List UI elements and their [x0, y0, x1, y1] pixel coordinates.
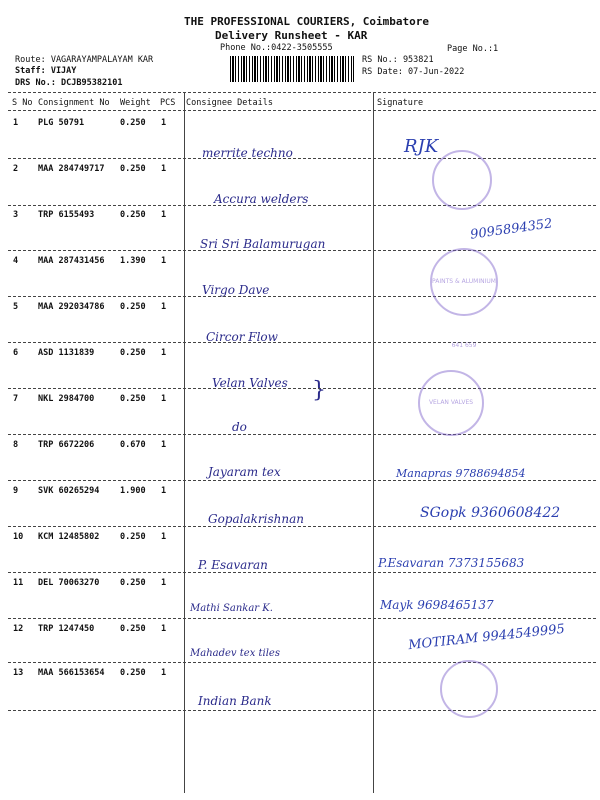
row-rule — [8, 388, 596, 389]
row-consignment: NKL 2984700 — [38, 394, 95, 404]
col-divider-consignee — [184, 93, 185, 793]
row-consignment: SVK 60265294 — [38, 486, 100, 496]
staff-label: Staff: VIJAY — [15, 66, 77, 76]
row-weight: 0.250 — [120, 624, 146, 634]
row-consignment: TRP 6672206 — [38, 440, 95, 450]
row-rule — [8, 296, 596, 297]
row-weight: 1.390 — [120, 256, 146, 266]
row-pcs: 1 — [161, 668, 167, 678]
row-signature: MOTIRAM 9944549995 — [407, 621, 566, 654]
row-pcs: 1 — [161, 164, 167, 174]
row-consignee: Sri Sri Balamurugan — [200, 237, 326, 251]
row-consignee: merrite techno — [202, 146, 293, 160]
row-rule — [8, 158, 596, 159]
row-consignee: Gopalakrishnan — [208, 512, 304, 526]
row-signature: 9095894352 — [469, 216, 554, 243]
row-sno: 6 — [13, 348, 19, 358]
row-pcs: 1 — [161, 532, 167, 542]
row-consignee: P. Esavaran — [198, 558, 268, 572]
col-signature: Signature — [377, 98, 424, 108]
row-sno: 9 — [13, 486, 19, 496]
row-pcs: 1 — [161, 302, 167, 312]
row-consignee: Mathi Sankar K. — [190, 603, 273, 614]
phone-number: Phone No.:0422-3505555 — [220, 43, 333, 53]
row-sno: 8 — [13, 440, 19, 450]
row-consignment: MAA 292034786 — [38, 302, 105, 312]
row-pcs: 1 — [161, 624, 167, 634]
row-rule — [8, 526, 596, 527]
circular-stamp-row2 — [432, 150, 492, 210]
row-consignment: MAA 284749717 — [38, 164, 105, 174]
rs-date: RS Date: 07-Jun-2022 — [362, 67, 465, 77]
row-weight: 0.250 — [120, 394, 146, 404]
stamp-text: VELAN VALVES — [428, 399, 474, 406]
row-consignment: TRP 6155493 — [38, 210, 95, 220]
row-weight: 0.250 — [120, 668, 146, 678]
stamp-text: PAINTS & ALUMINIUM 641 659 — [432, 278, 496, 349]
row-weight: 0.250 — [120, 164, 146, 174]
row-rule — [8, 434, 596, 435]
row-rule — [8, 710, 596, 711]
row-consignee: Circor Flow — [206, 330, 278, 344]
velan-valves-stamp — [418, 370, 484, 436]
row-rule — [8, 618, 596, 619]
row-weight: 0.250 — [120, 302, 146, 312]
company-title: THE PROFESSIONAL COURIERS, Coimbatore — [184, 15, 430, 28]
row-weight: 0.250 — [120, 578, 146, 588]
row-pcs: 1 — [161, 578, 167, 588]
col-sno: S No — [12, 98, 33, 108]
row-sno: 3 — [13, 210, 19, 220]
col-divider-signature — [373, 93, 374, 793]
row-signature: P.Esavaran 7373155683 — [378, 556, 525, 570]
page-number: Page No.:1 — [447, 44, 499, 54]
row-pcs: 1 — [161, 394, 167, 404]
row-consignment: KCM 12485802 — [38, 532, 100, 542]
col-pcs: PCS — [160, 98, 176, 108]
row-signature: SGopk 9360608422 — [420, 505, 561, 521]
row-rule — [8, 480, 596, 481]
col-consignment: Consignment No — [38, 98, 110, 108]
row-weight: 0.670 — [120, 440, 146, 450]
row-sno: 5 — [13, 302, 19, 312]
company-stamp — [430, 248, 498, 349]
row-sno: 2 — [13, 164, 19, 174]
row-consignee: Accura welders — [214, 192, 309, 206]
row-consignment: PLG 50791 — [38, 118, 85, 128]
row-pcs: 1 — [161, 118, 167, 128]
row-pcs: 1 — [161, 348, 167, 358]
row-consignee: Virgo Dave — [202, 283, 270, 297]
row-sno: 11 — [13, 578, 24, 588]
row-sno: 4 — [13, 256, 19, 266]
row-sno: 12 — [13, 624, 24, 634]
barcode — [230, 56, 354, 82]
row-weight: 0.250 — [120, 210, 146, 220]
row-signature: Manapras 9788694854 — [396, 467, 526, 480]
row-consignee: Velan Valves — [212, 376, 288, 390]
row-consignee: Jayaram tex — [208, 465, 281, 479]
row-consignment: DEL 70063270 — [38, 578, 100, 588]
col-weight: Weight — [120, 98, 151, 108]
header-bottom-rule — [8, 110, 596, 111]
row-consignment: TRP 1247450 — [38, 624, 95, 634]
row-rule — [8, 205, 596, 206]
row-sno: 13 — [13, 668, 24, 678]
row-consignee: Mahadev tex tiles — [190, 648, 280, 659]
row-weight: 0.250 — [120, 532, 146, 542]
bracket-mark: } — [312, 378, 326, 403]
row-sno: 7 — [13, 394, 19, 404]
row-rule — [8, 342, 596, 343]
row-pcs: 1 — [161, 210, 167, 220]
row-consignment: MAA 287431456 — [38, 256, 105, 266]
row-rule — [8, 662, 596, 663]
row-pcs: 1 — [161, 440, 167, 450]
row-rule — [8, 572, 596, 573]
row-consignment: MAA 566153654 — [38, 668, 105, 678]
row-pcs: 1 — [161, 256, 167, 266]
drs-number: DRS No.: DCJB95382101 — [15, 78, 123, 88]
row-signature: RJK — [404, 136, 439, 157]
runsheet-title: Delivery Runsheet - KAR — [215, 29, 368, 42]
header-top-rule — [8, 92, 596, 93]
row-rule — [8, 250, 596, 251]
row-pcs: 1 — [161, 486, 167, 496]
circular-stamp-row13 — [440, 660, 498, 718]
row-consignee: do — [232, 420, 247, 434]
row-weight: 0.250 — [120, 118, 146, 128]
route-label: Route: VAGARAYAMPALAYAM KAR — [15, 55, 154, 65]
row-consignee: Indian Bank — [198, 694, 272, 708]
row-consignment: ASD 1131839 — [38, 348, 95, 358]
col-consignee: Consignee Details — [186, 98, 273, 108]
row-weight: 0.250 — [120, 348, 146, 358]
row-signature: Mayk 9698465137 — [380, 598, 494, 612]
row-sno: 10 — [13, 532, 24, 542]
row-sno: 1 — [13, 118, 19, 128]
row-weight: 1.900 — [120, 486, 146, 496]
rs-number: RS No.: 953821 — [362, 55, 434, 65]
